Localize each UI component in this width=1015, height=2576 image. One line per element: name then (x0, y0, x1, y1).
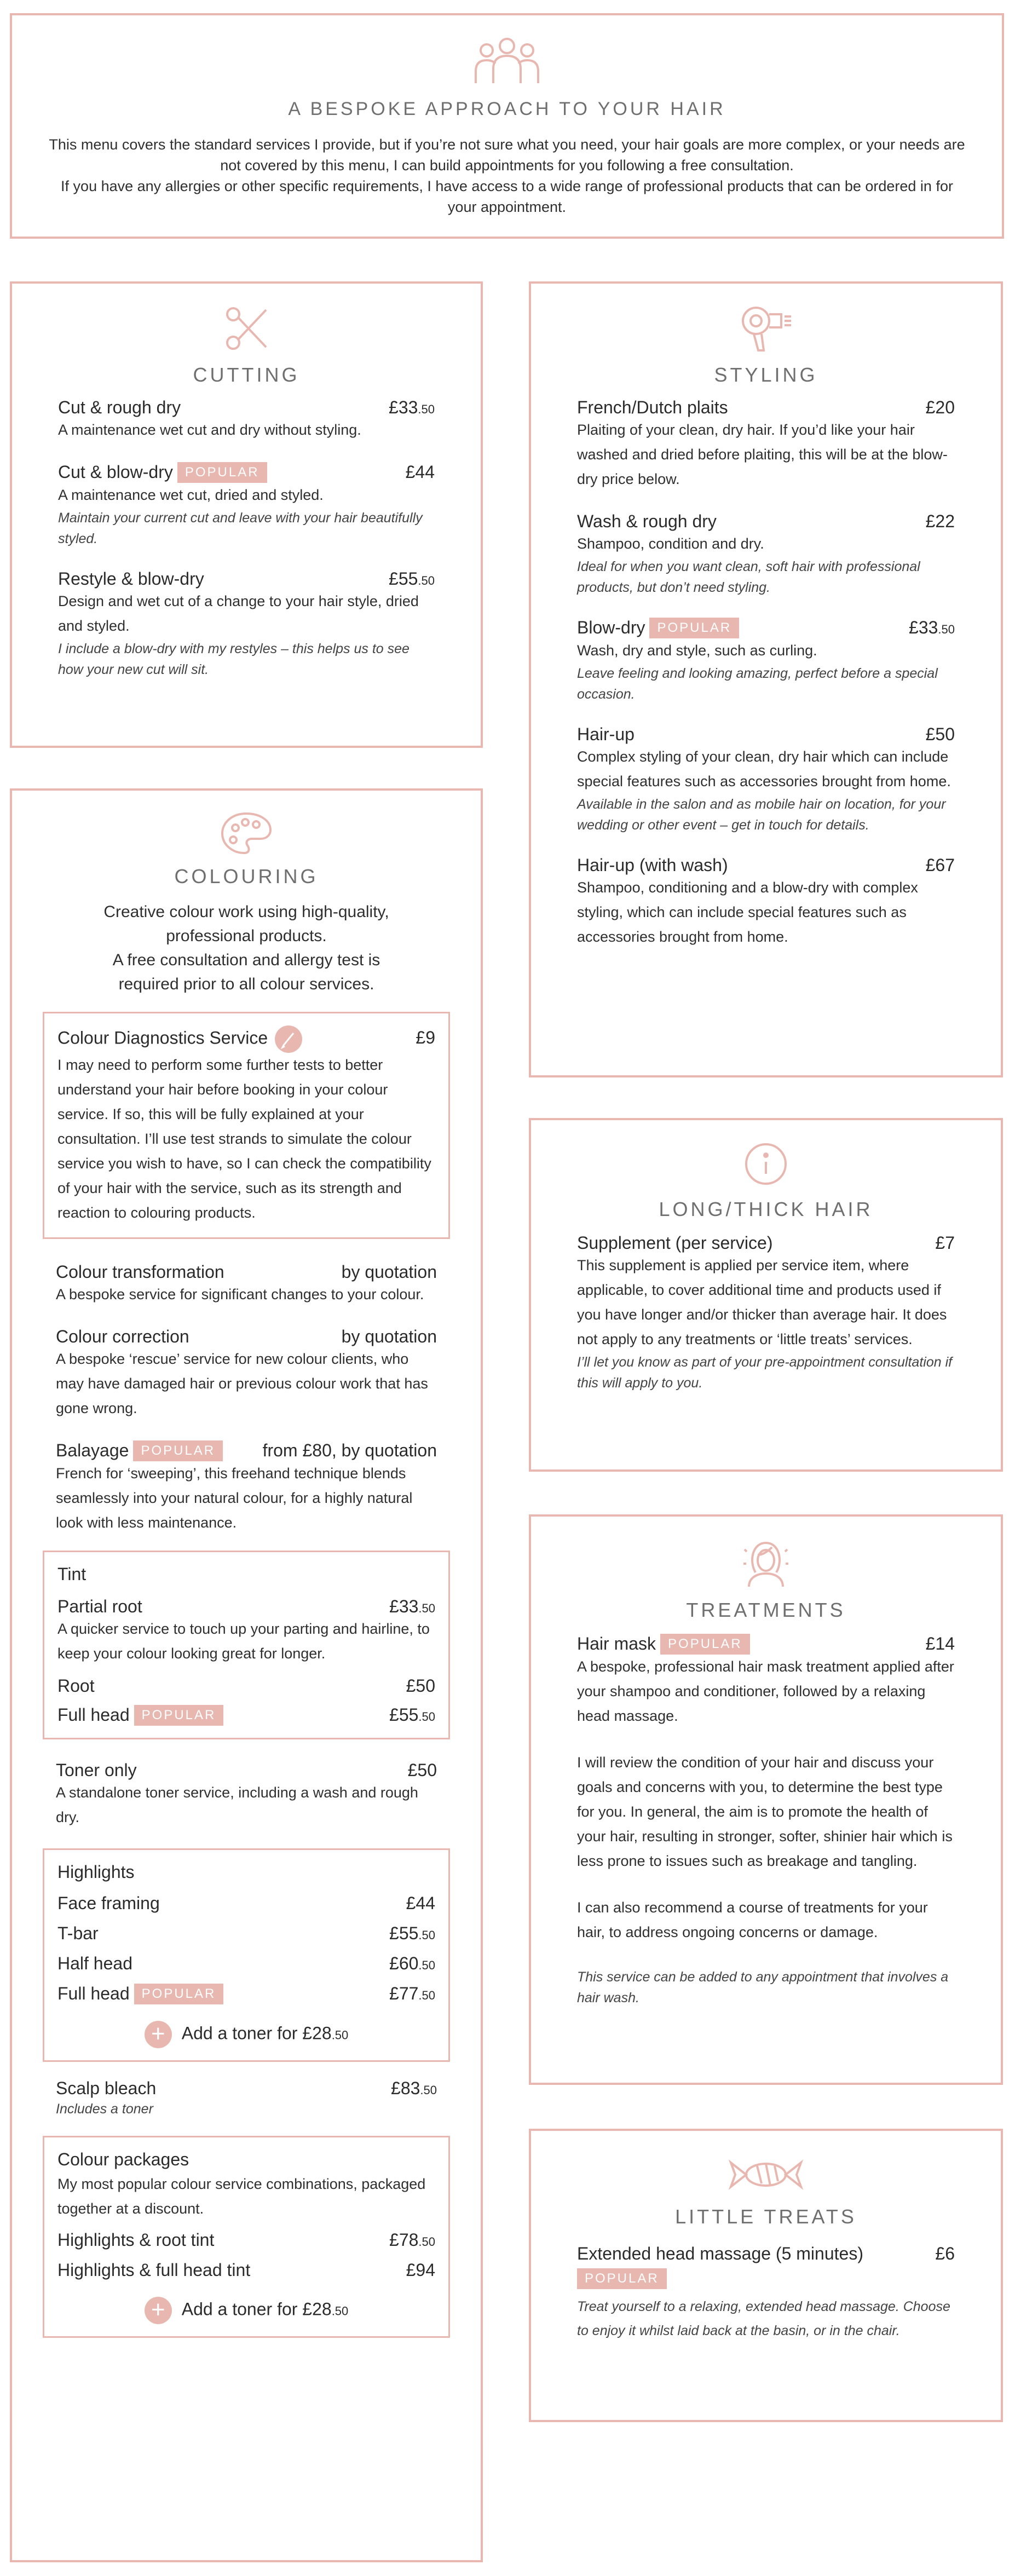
full-head-tint-row (57, 1705, 435, 1726)
intro-text-1: This menu covers the standard services I provide, but if you’re not sure what you need, your hair goals are more complex, or your needs are not covered by this menu, I can build appointments for you following a free consultation. (49, 136, 965, 174)
add-toner-label: Add a toner for £28 (181, 2023, 332, 2043)
package-row (57, 2230, 435, 2250)
service-note: This service can be added to any appointment that involves a hair wash. (577, 1969, 949, 2006)
long-hair-card (529, 1118, 1003, 1472)
service-desc: This supplement is applied per service item, where applicable, to cover additional time and products used if you have longer and/or thicker than average hair. It does not apply to any treatments or ‘little treats’ services. (577, 1257, 947, 1347)
service-price: £77.50 (389, 1984, 435, 2003)
service-name: Highlights & full head tint (57, 2260, 251, 2280)
service-name: T-bar (57, 1923, 99, 1943)
service-desc: Plaiting of your clean, dry hair. If you’d like your hair washed and dried before plaiting, this will be at the blow-dry price below. (577, 422, 948, 487)
service-price: £6 (935, 2244, 955, 2263)
service-name: Blow-dry (577, 618, 645, 637)
highlights-box (43, 1848, 450, 2062)
colour-correction-item (56, 1327, 437, 1421)
service-price: £33.50 (389, 1597, 435, 1616)
service-name: Colour transformation (56, 1262, 224, 1282)
package-row (57, 2260, 435, 2280)
service-name: Extended head massage (5 minutes) (577, 2244, 863, 2263)
intro-card (10, 13, 1004, 239)
highlight-row (57, 1923, 435, 1944)
colouring-title: COLOURING (174, 865, 319, 888)
service-price: £67 (925, 855, 955, 875)
colouring-card (10, 788, 483, 2562)
service-note: I’ll let you know as part of your pre-appointment consultation if this will apply to you. (577, 1355, 953, 1391)
cut-rough-dry-item (58, 397, 435, 442)
toner-only-item (56, 1760, 437, 1830)
add-toner-pence: .50 (331, 2028, 349, 2042)
service-price: £50 (406, 1676, 435, 1696)
intro-title: A BESPOKE APPROACH TO YOUR HAIR (288, 99, 726, 119)
cut-blow-dry-item (58, 462, 435, 549)
service-price: £44 (405, 462, 435, 482)
service-price: £14 (925, 1634, 955, 1653)
service-price: £55.50 (389, 569, 435, 589)
service-name: Balayage (56, 1440, 129, 1460)
service-price: £7 (935, 1233, 955, 1253)
treatment-desc-3: I can also recommend a course of treatments for your hair, to address ongoing concerns or damage. (577, 1899, 928, 1940)
service-desc: French for ‘sweeping’, this freehand technique blends seamlessly into your natural colour, for a highly natural look with less maintenance. (56, 1465, 413, 1531)
service-note: Treat yourself to a relaxing, extended head massage. Choose to enjoy it whilst laid back at the basin, or in the chair. (577, 2299, 950, 2338)
balayage-item (56, 1440, 437, 1535)
service-desc: Complex styling of your clean, dry hair which can include special features such as accessories brought from home. (577, 748, 951, 789)
pencil-icon (275, 1025, 302, 1053)
packages-title: Colour packages (57, 2149, 189, 2169)
popular-badge: POPULAR (133, 1440, 223, 1461)
service-name: Root (57, 1676, 95, 1696)
popular-badge: POPULAR (577, 2268, 667, 2289)
hair-up-wash-item (577, 855, 955, 949)
service-price: £20 (925, 397, 955, 417)
service-note: Leave feeling and looking amazing, perfect before a special occasion. (577, 666, 938, 702)
service-note: I include a blow-dry with my restyles – this helps us to see how your new cut will sit. (58, 641, 410, 677)
candy-icon (531, 2158, 1001, 2191)
service-price: from £80, by quotation (262, 1440, 437, 1460)
scalp-bleach-item (56, 2078, 437, 2119)
popular-badge: POPULAR (660, 1634, 750, 1655)
tint-title: Tint (57, 1564, 86, 1584)
styling-card (529, 281, 1003, 1077)
highlight-row (57, 1984, 435, 2004)
service-desc: Shampoo, conditioning and a blow-dry with complex styling, which can include special features such as accessories brought from home. (577, 879, 918, 945)
popular-badge: POPULAR (177, 462, 267, 483)
treatment-desc-1: A bespoke, professional hair mask treatment applied after your shampoo and conditioner, followed by a relaxing head massage. (577, 1658, 954, 1724)
colour-packages-box (43, 2136, 450, 2338)
little-treats-card (529, 2129, 1003, 2422)
service-name: Cut & rough dry (58, 397, 181, 417)
service-name: Scalp bleach (56, 2078, 157, 2098)
add-toner-label: Add a toner for £28 (181, 2299, 332, 2319)
service-note: Ideal for when you want clean, soft hair with professional products, but don’t need styling. (577, 559, 920, 595)
cutting-card (10, 281, 483, 748)
woman-icon (531, 1538, 1001, 1588)
service-name: Highlights & root tint (57, 2230, 215, 2250)
service-name: Full head (57, 1705, 130, 1725)
service-name: Hair-up (with wash) (577, 855, 728, 875)
service-price: £33.50 (389, 397, 435, 417)
service-name: Half head (57, 1953, 132, 1973)
plus-icon: + (145, 2297, 172, 2324)
palette-icon (12, 811, 481, 855)
colour-transformation-item (56, 1262, 437, 1307)
wash-rough-dry-item (577, 511, 955, 598)
service-name: Restyle & blow-dry (58, 569, 204, 589)
colouring-intro-1: Creative colour work using high-quality, professional products. (103, 903, 389, 945)
service-name: Colour Diagnostics Service (57, 1028, 268, 1048)
service-name: Partial root (57, 1597, 142, 1616)
long-hair-title: LONG/THICK HAIR (659, 1198, 873, 1220)
service-name: Supplement (per service) (577, 1233, 773, 1253)
service-name: Hair mask (577, 1634, 656, 1653)
service-note: Available in the salon and as mobile hair on location, for your wedding or other event – get in touch for details. (577, 797, 946, 833)
service-price: by quotation (341, 1327, 437, 1346)
service-note: Includes a toner (56, 2101, 153, 2117)
service-desc: A quicker service to touch up your parting and hairline, to keep your colour looking great for longer. (57, 1621, 430, 1662)
service-price: £78.50 (389, 2230, 435, 2250)
service-desc: A standalone toner service, including a wash and rough dry. (56, 1784, 418, 1825)
service-name: Toner only (56, 1760, 137, 1780)
service-price: £33.50 (909, 618, 955, 637)
service-price: £50 (925, 724, 955, 744)
service-price: £50 (407, 1760, 437, 1780)
intro-text-2: If you have any allergies or other specific requirements, I have access to a wide range of professional products that can be ordered in for your appointment. (61, 178, 953, 215)
scissors-icon (12, 306, 481, 351)
little-treats-title: LITTLE TREATS (675, 2205, 857, 2228)
colour-diagnostics-box (43, 1012, 450, 1239)
service-price: £44 (406, 1893, 435, 1913)
service-price: £94 (406, 2260, 435, 2280)
service-desc: A maintenance wet cut and dry without styling. (58, 422, 361, 438)
colouring-intro-2: A free consultation and allergy test is required prior to all colour services. (112, 951, 380, 993)
service-desc: Wash, dry and style, such as curling. (577, 642, 817, 659)
info-icon (531, 1142, 1001, 1186)
highlight-row (57, 1953, 435, 1974)
hair-up-item (577, 724, 955, 835)
add-toner-pence: .50 (331, 2304, 349, 2318)
service-desc: A bespoke ‘rescue’ service for new colour clients, who may have damaged hair or previous colour work that has gone wrong. (56, 1351, 428, 1416)
root-row (57, 1676, 435, 1696)
service-price: £60.50 (389, 1953, 435, 1973)
service-desc: A bespoke service for significant changes to your colour. (56, 1286, 424, 1303)
cutting-title: CUTTING (193, 364, 300, 386)
popular-badge: POPULAR (134, 1705, 224, 1726)
tint-box (43, 1551, 450, 1739)
people-icon (12, 36, 1002, 85)
service-price: £55.50 (389, 1705, 435, 1725)
service-desc: Shampoo, condition and dry. (577, 535, 764, 552)
service-note: Maintain your current cut and leave with your hair beautifully styled. (58, 510, 423, 546)
service-desc: Design and wet cut of a change to your hair style, dried and styled. (58, 593, 419, 634)
service-price: £83.50 (391, 2078, 437, 2098)
treatments-title: TREATMENTS (686, 1599, 846, 1621)
service-price: £9 (416, 1028, 435, 1048)
partial-root-row (57, 1597, 435, 1617)
service-price: £55.50 (389, 1923, 435, 1943)
highlight-row (57, 1893, 435, 1914)
popular-badge: POPULAR (649, 618, 739, 638)
service-name: French/Dutch plaits (577, 397, 728, 417)
popular-badge: POPULAR (134, 1984, 224, 2004)
add-toner-line (57, 2021, 435, 2048)
restyle-blow-dry-item (58, 569, 435, 680)
add-toner-line (57, 2297, 435, 2324)
blow-dry-item (577, 618, 955, 705)
service-desc: I may need to perform some further tests to better understand your hair before booking in your colour service. If so, this will be fully explained at your consultation. I’ll use test strands to simulate the colour service you wish to have, so I can check the compatibility of your hair with the service, such as its strength and reaction to colouring products. (57, 1057, 431, 1221)
service-name: Cut & blow-dry (58, 462, 173, 482)
highlights-title: Highlights (57, 1862, 135, 1882)
styling-title: STYLING (714, 364, 818, 386)
service-name: Hair-up (577, 724, 635, 744)
packages-desc: My most popular colour service combinations, packaged together at a discount. (57, 2176, 426, 2217)
plus-icon: + (145, 2021, 172, 2048)
service-name: Wash & rough dry (577, 511, 717, 531)
treatments-card (529, 1514, 1003, 2085)
hairdryer-icon (531, 306, 1001, 351)
service-name: Full head (57, 1984, 130, 2003)
service-name: Face framing (57, 1893, 160, 1913)
plaits-item (577, 397, 955, 492)
service-name: Colour correction (56, 1327, 189, 1346)
service-price: £22 (925, 511, 955, 531)
service-desc: A maintenance wet cut, dried and styled. (58, 487, 324, 503)
service-price: by quotation (341, 1262, 437, 1282)
treatment-desc-2: I will review the condition of your hair and discuss your goals and concerns with you, to determine the best type for you. In general, the aim is to promote the health of your hair, resulting in stronger, softer, shinier hair which is less prone to issues such as breakage and tangling. (577, 1754, 953, 1869)
